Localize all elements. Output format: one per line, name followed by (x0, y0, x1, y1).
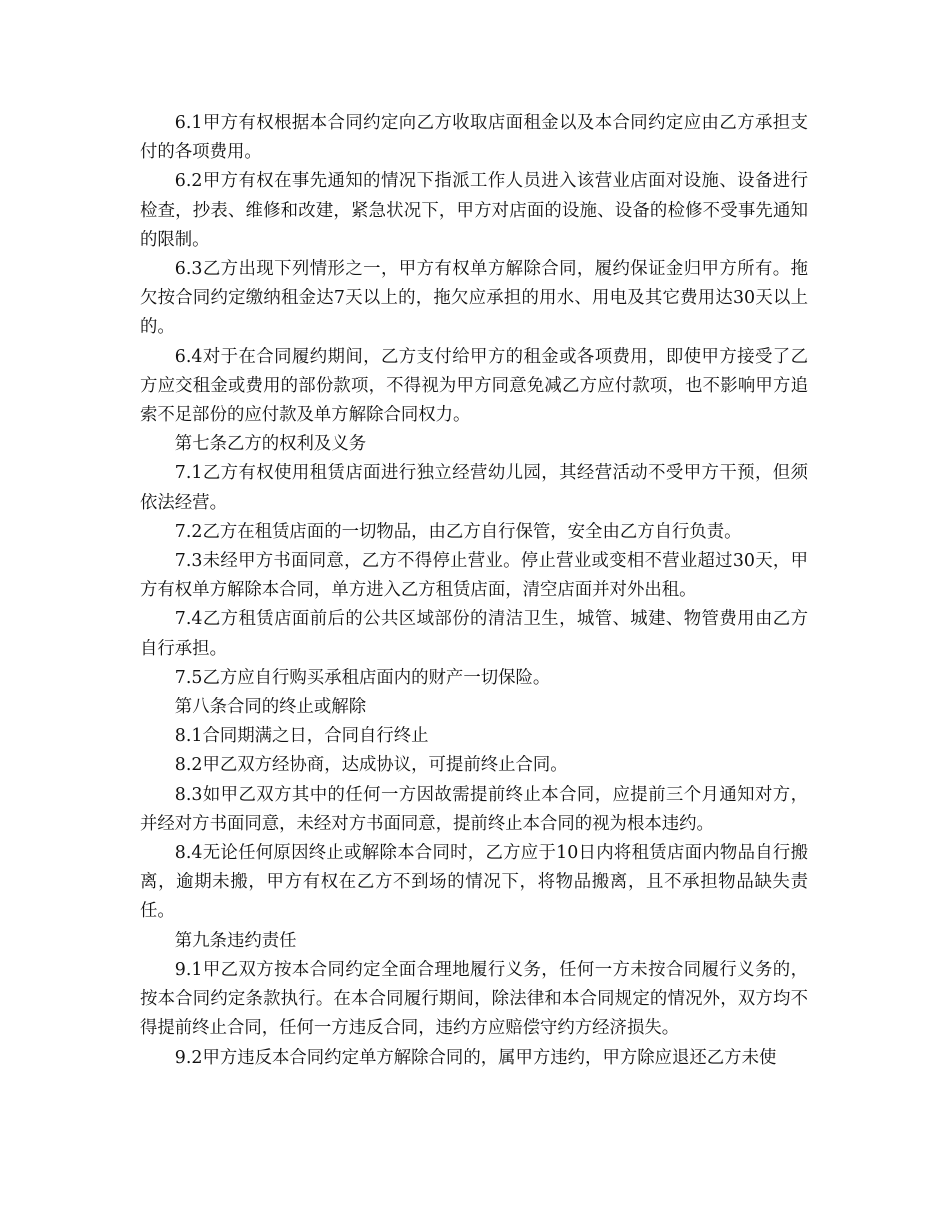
document-body (140, 109, 808, 1073)
clause-8-3: 8.3如甲乙双方其中的任何一方因故需提前终止本合同，应提前三个月通知对方，并经对方书面同意，未经对方书面同意，提前终止本合同的视为根本违约。 (140, 784, 808, 834)
clause-7-4: 7.4乙方租赁店面前后的公共区域部份的清洁卫生，城管、城建、物管费用由乙方自行承担。 (140, 609, 808, 659)
clause-6-1: 6.1甲方有权根据本合同约定向乙方收取店面租金以及本合同约定应由乙方承担支付的各项费用。 (140, 113, 808, 163)
clause-9-1: 9.1甲乙双方按本合同约定全面合理地履行义务，任何一方未按合同履行义务的，按本合同约定条款执行。在本合同履行期间，除法律和本合同规定的情况外，双方均不得提前终止合同，任何一方违反合同，违约方应赔偿守约方经济损失。 (140, 959, 808, 1039)
clause-8-2: 8.2甲乙双方经协商，达成协议，可提前终止合同。 (174, 755, 568, 776)
section-heading-9: 第九条违约责任 (174, 930, 297, 951)
clause-7-1: 7.1乙方有权使用租赁店面进行独立经营幼儿园，其经营活动不受甲方干预，但须依法经营。 (140, 463, 808, 513)
clause-7-3: 7.3未经甲方书面同意，乙方不得停止营业。停止营业或变相不营业超过30天，甲方有权单方解除本合同，单方进入乙方租赁店面，清空店面并对外出租。 (140, 551, 808, 601)
clause-6-3: 6.3乙方出现下列情形之一，甲方有权单方解除合同，履约保证金归甲方所有。拖欠按合同约定缴纳租金达7天以上的，拖欠应承担的用水、用电及其它费用达30天以上的。 (140, 259, 808, 338)
clause-6-4: 6.4对于在合同履约期间，乙方支付给甲方的租金或各项费用，即使甲方接受了乙方应交租金或费用的部份款项，不得视为甲方同意免减乙方应付款项，也不影响甲方追索不足部份的应付款及单方解除合同权力。 (140, 346, 808, 426)
section-heading-7: 第七条乙方的权利及义务 (174, 434, 367, 455)
clause-7-2: 7.2乙方在租赁店面的一切物品，由乙方自行保管，安全由乙方自行负责。 (174, 521, 742, 542)
clause-6-2: 6.2甲方有权在事先通知的情况下指派工作人员进入该营业店面对设施、设备进行检查，抄表、维修和改建，紧急状况下，甲方对店面的设施、设备的检修不受事先通知的限制。 (140, 171, 808, 250)
clause-7-5: 7.5乙方应自行购买承租店面内的财产一切保险。 (174, 667, 551, 688)
clause-8-4: 8.4无论任何原因终止或解除本合同时，乙方应于10日内将租赁店面内物品自行搬离，逾期未搬，甲方有权在乙方不到场的情况下，将物品搬离，且不承担物品缺失责任。 (140, 843, 808, 922)
clause-9-2: 9.2甲方违反本合同约定单方解除合同的，属甲方违约，甲方除应退还乙方未使 (174, 1047, 777, 1068)
section-heading-8: 第八条合同的终止或解除 (174, 697, 367, 718)
clause-8-1: 8.1合同期满之日，合同自行终止 (174, 726, 429, 747)
